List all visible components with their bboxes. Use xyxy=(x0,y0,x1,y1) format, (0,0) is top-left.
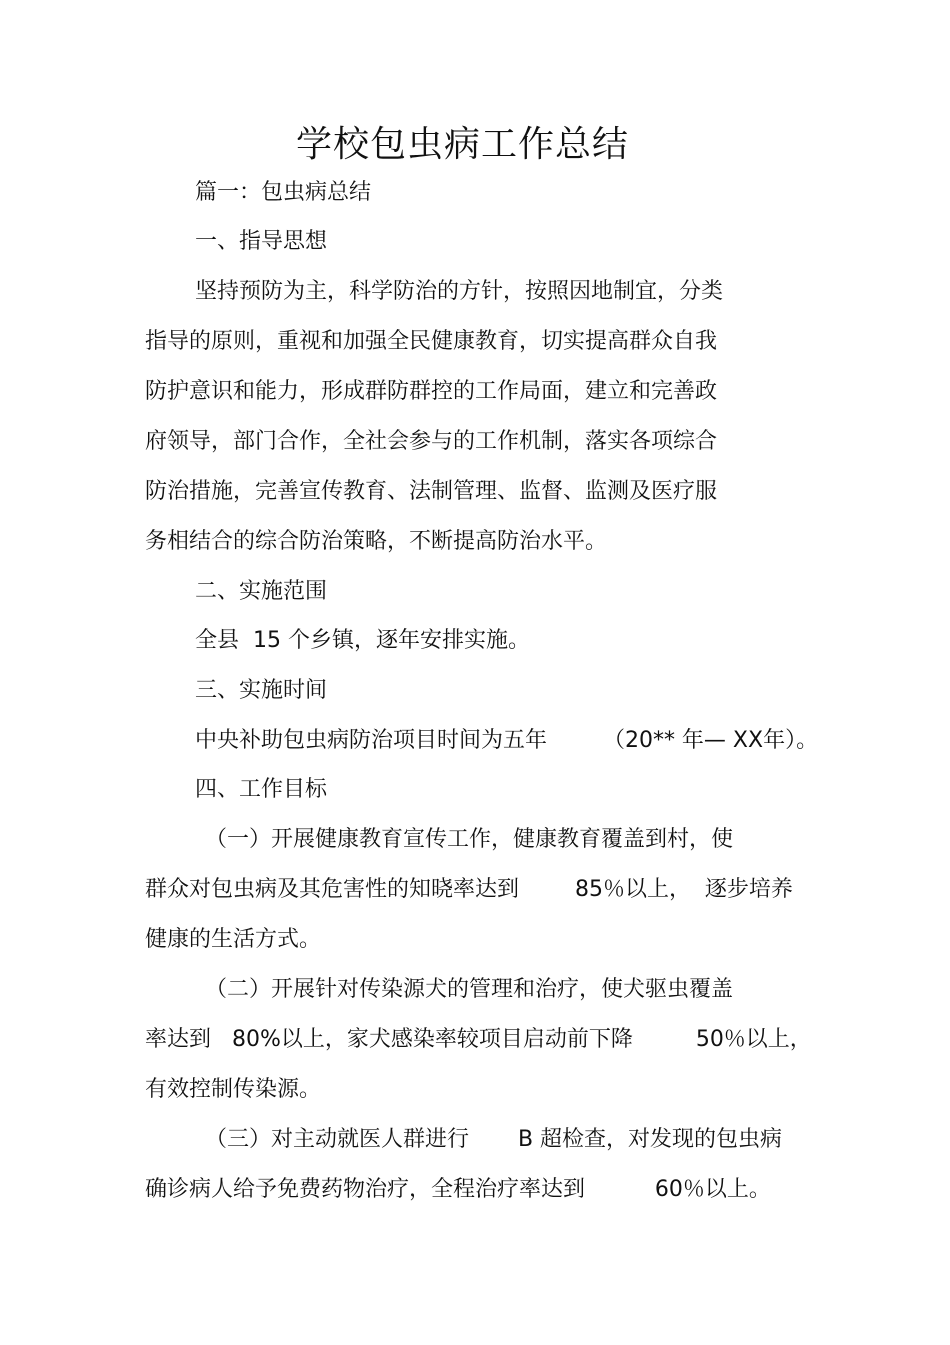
paragraph-line: 确诊病人给予免费药物治疗，全程治疗率达到 60％以上。 xyxy=(145,1177,771,1202)
paragraph-line: 健康的生活方式。 xyxy=(145,927,322,952)
paragraph-line: 务相结合的综合防治策略，不断提高防治水平。 xyxy=(145,529,608,554)
paragraph-line: （三）对主动就医人群进行 B 超检查，对发现的包虫病 xyxy=(205,1127,783,1152)
paragraph-line: （二）开展针对传染源犬的管理和治疗，使犬驱虫覆盖 xyxy=(205,977,734,1002)
heading-scope: 二、实施范围 xyxy=(195,579,328,604)
page-title: 学校包虫病工作总结 xyxy=(295,124,629,165)
paragraph-line: （一）开展健康教育宣传工作，健康教育覆盖到村，使 xyxy=(205,827,734,852)
heading-time: 三、实施时间 xyxy=(195,678,328,703)
paragraph-line: 防治措施，完善宣传教育、法制管理、监督、监测及医疗服 xyxy=(145,479,718,504)
paragraph-line: 有效控制传染源。 xyxy=(145,1077,322,1102)
paragraph-line: 坚持预防为主，科学防治的方针，按照因地制宜，分类 xyxy=(195,279,724,304)
paragraph-line: 中央补助包虫病防治项目时间为五年 （20** 年— XX年）。 xyxy=(195,728,819,753)
section-heading: 篇一：包虫病总结 xyxy=(195,180,372,205)
heading-goals: 四、工作目标 xyxy=(195,777,328,802)
paragraph-line: 率达到 80%以上，家犬感染率较项目启动前下降 50％以上， xyxy=(145,1027,812,1052)
paragraph-line: 指导的原则，重视和加强全民健康教育，切实提高群众自我 xyxy=(145,329,718,354)
paragraph-line: 全县 15 个乡镇，逐年安排实施。 xyxy=(195,628,530,653)
paragraph-line: 府领导，部门合作，全社会参与的工作机制，落实各项综合 xyxy=(145,429,718,454)
paragraph-line: 防护意识和能力，形成群防群控的工作局面，建立和完善政 xyxy=(145,379,718,404)
paragraph-line: 群众对包虫病及其危害性的知晓率达到 85％以上， 逐步培养 xyxy=(145,877,793,902)
heading-guiding-thought: 一、指导思想 xyxy=(195,229,328,254)
